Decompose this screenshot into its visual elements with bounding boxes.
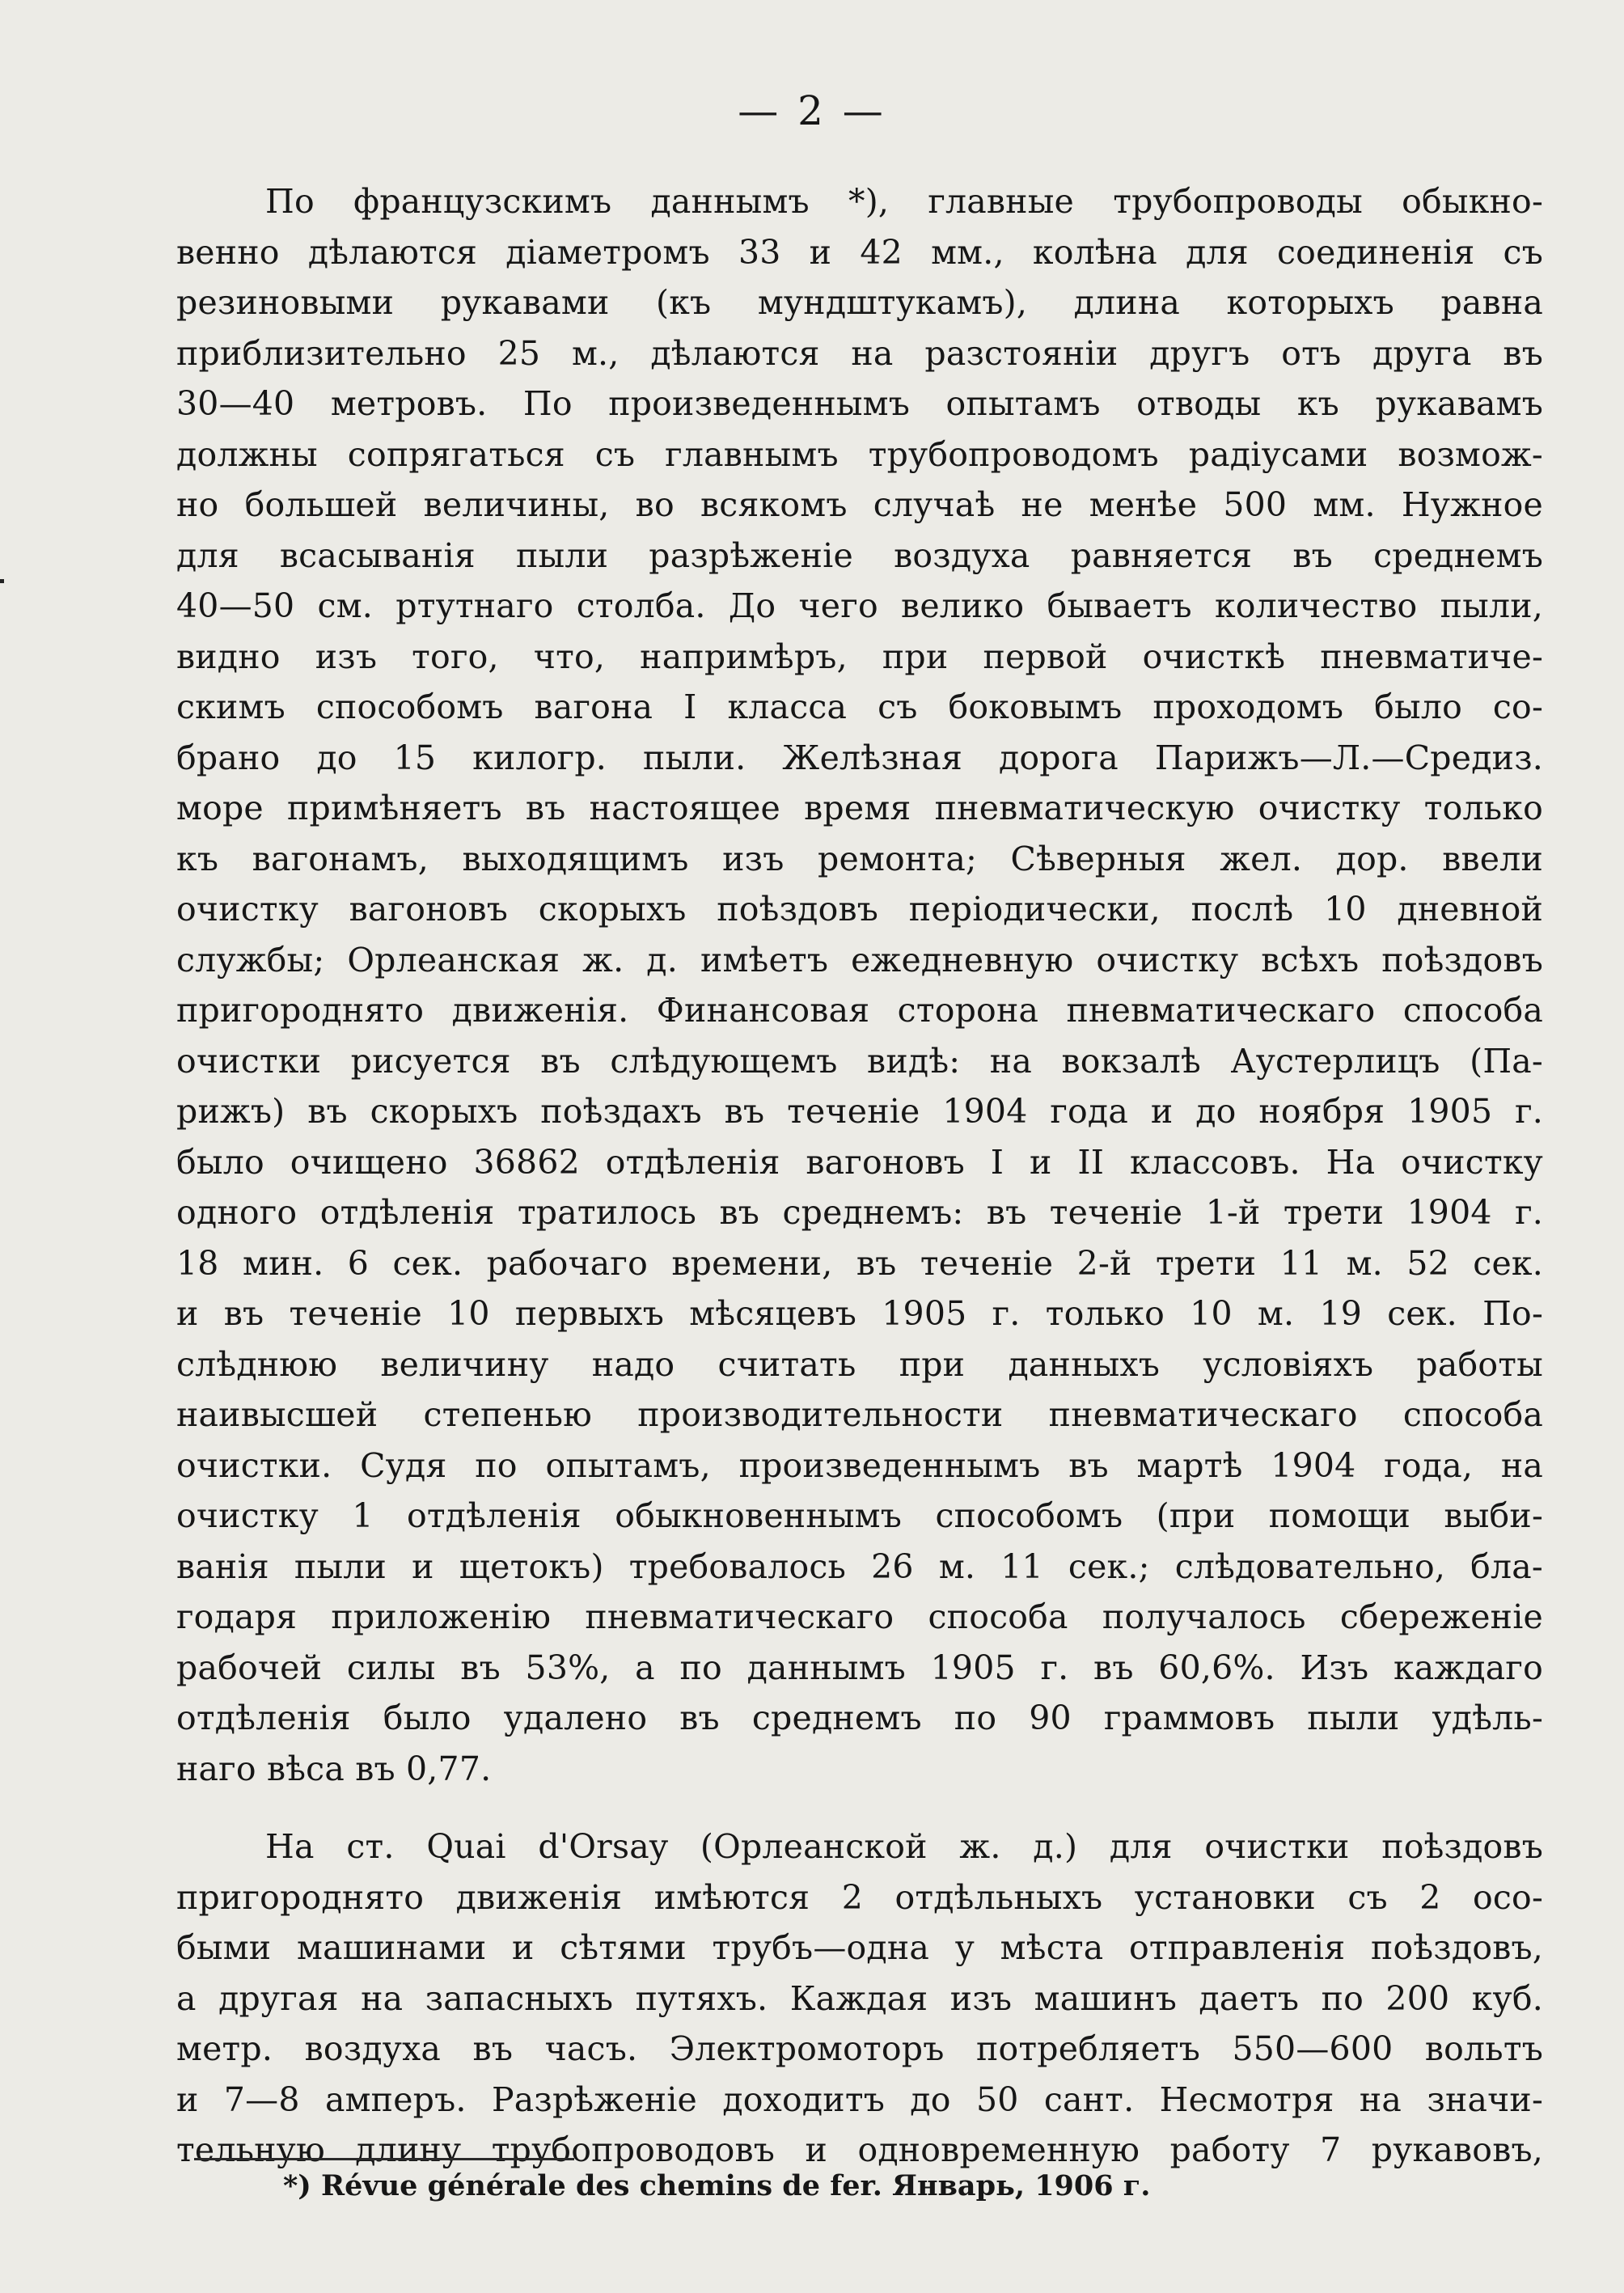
text-line: службы; Орлеанская ж. д. имѣетъ ежедневную очистку всѣхъ поѣздовъ	[176, 940, 1543, 979]
text-line: видно изъ того, что, напримѣръ, при первой очисткѣ пневматиче-	[176, 637, 1543, 676]
text-line: годаря приложенію пневматическаго способа получалось сбереженіе	[176, 1597, 1543, 1636]
text-line: 40—50 см. ртутнаго столба. До чего велико бываетъ количество пыли,	[176, 586, 1543, 625]
text-line: 18 мин. 6 сек. рабочаго времени, въ теченіе 2-й трети 11 м. 52 сек.	[176, 1243, 1543, 1283]
text-line: очистки рисуется въ слѣдующемъ видѣ: на вокзалѣ Аустерлицъ (Па-	[176, 1041, 1543, 1081]
text-line: метр. воздуха въ часъ. Электромоторъ потребляетъ 550—600 вольтъ	[176, 2029, 1543, 2068]
text-line: отдѣленія было удалено въ среднемъ по 90 граммовъ пыли удѣль-	[176, 1699, 1543, 1737]
text-line: должны сопрягаться съ главнымъ трубопроводомъ радіусами возмож-	[176, 434, 1543, 474]
text-line: венно дѣлаются діаметромъ 33 и 42 мм., колѣна для соединенія съ	[176, 232, 1543, 272]
text-line: рижъ) въ скорыхъ поѣздахъ въ теченіе 1904 года и до ноября 1905 г.	[176, 1092, 1543, 1131]
text-line: рабочей силы въ 53%, а по даннымъ 1905 г. въ 60,6%. Изъ каждаго	[176, 1648, 1543, 1687]
text-line: море примѣняетъ въ настоящее время пневматическую очистку только	[176, 789, 1543, 827]
text-line: наивысшей степенью производительности пневматическаго способа	[176, 1395, 1543, 1434]
text-line: къ вагонамъ, выходящимъ изъ ремонта; Сѣверныя жел. дор. ввели	[176, 839, 1543, 878]
text-line: ванія пыли и щетокъ) требовалось 26 м. 11 сек.; слѣдовательно, бла-	[176, 1546, 1543, 1586]
text-line: и 7—8 амперъ. Разрѣженіе доходитъ до 50 сант. Несмотря на значи-	[176, 2079, 1543, 2119]
text-line: быми машинами и сѣтями трубъ—одна у мѣста отправленія поѣздовъ,	[176, 1928, 1543, 1967]
text-line: наго вѣса въ 0,77.	[176, 1749, 492, 1788]
paragraph-spacer	[176, 1794, 1543, 1821]
text-line: тельную длину трубопроводовъ и одновременную работу 7 рукавовъ,	[176, 2130, 1543, 2169]
text-line: и въ теченіе 10 первыхъ мѣсяцевъ 1905 г. только 10 м. 19 сек. По-	[176, 1294, 1543, 1333]
text-line: пригороднято движенія. Финансовая сторона пневматическаго способа	[176, 991, 1543, 1030]
text-line: На ст. Quai d'Orsay (Орлеанской ж. д.) для очистки поѣздовъ	[265, 1827, 1543, 1866]
paragraph-2	[176, 1821, 1543, 2176]
edge-mark	[0, 579, 4, 583]
text-line: брано до 15 килогр. пыли. Желѣзная дорога Парижъ—Л.—Средиз.	[176, 738, 1543, 777]
text-line: одного отдѣленія тратилось въ среднемъ: въ теченіе 1-й трети 1904 г.	[176, 1193, 1543, 1232]
text-line: По французскимъ даннымъ *), главные трубопроводы обыкно-	[265, 182, 1543, 221]
footnote-rule	[194, 2158, 574, 2160]
paragraph-1	[176, 176, 1543, 1794]
text-line: очистку 1 отдѣленія обыкновеннымъ способомъ (при помощи выби-	[176, 1496, 1543, 1535]
text-line: резиновыми рукавами (къ мундштукамъ), длина которыхъ равна	[176, 283, 1543, 322]
text-line: очистку вагоновъ скорыхъ поѣздовъ періодически, послѣ 10 дневной	[176, 890, 1543, 929]
page-number: — 2 —	[738, 87, 886, 134]
text-line: скимъ способомъ вагона I класса съ боковымъ проходомъ было со-	[176, 687, 1543, 726]
text-line: а другая на запасныхъ путяхъ. Каждая изъ машинъ даетъ по 200 куб.	[176, 1978, 1543, 2018]
body-text	[176, 176, 1543, 2176]
footnote: *) Révue générale des chemins de fer. Январь, 1906 г.	[283, 2169, 1151, 2202]
text-line: слѣднюю величину надо считать при данныхъ условіяхъ работы	[176, 1344, 1543, 1384]
text-line: было очищено 36862 отдѣленія вагоновъ I и II классовъ. На очистку	[176, 1142, 1543, 1182]
text-line: приблизительно 25 м., дѣлаются на разстояніи другъ отъ друга въ	[176, 333, 1543, 373]
text-line: для всасыванія пыли разрѣженіе воздуха равняется въ среднемъ	[176, 535, 1543, 575]
text-line: но большей величины, во всякомъ случаѣ не менѣе 500 мм. Нужное	[176, 485, 1543, 524]
text-line: пригороднято движенія имѣются 2 отдѣльныхъ установки съ 2 осо-	[176, 1877, 1543, 1917]
text-line: очистки. Судя по опытамъ, произведеннымъ въ мартѣ 1904 года, на	[176, 1445, 1543, 1485]
text-line: 30—40 метровъ. По произведеннымъ опытамъ отводы къ рукавамъ	[176, 384, 1543, 423]
